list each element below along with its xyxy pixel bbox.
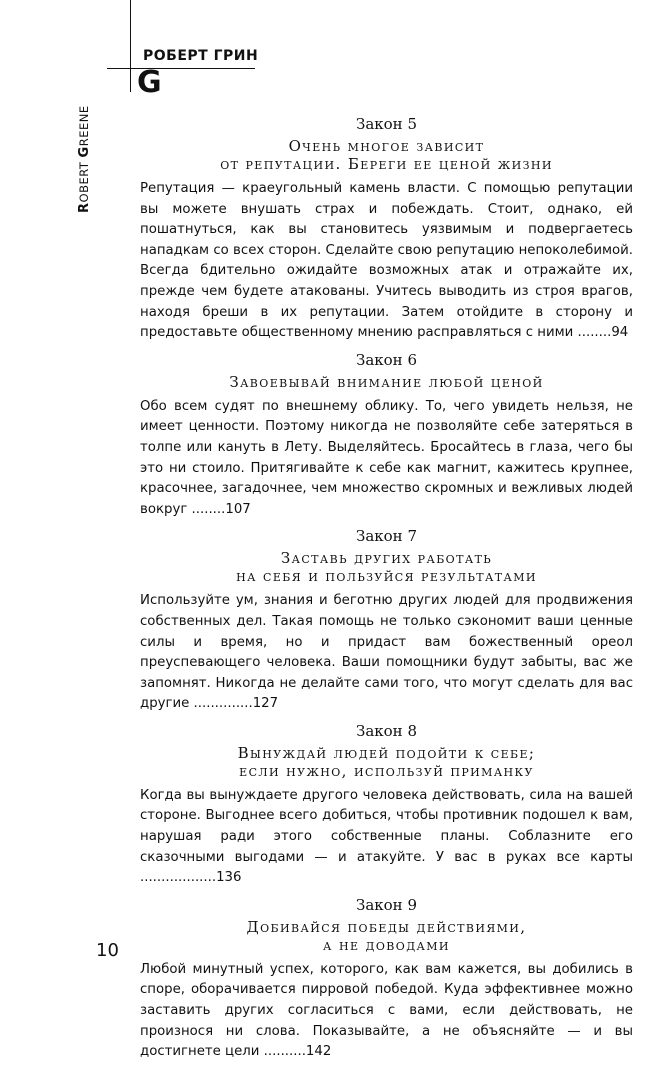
running-head-author: РОБЕРТ ГРИН <box>143 48 259 64</box>
side-text-rest: REENE <box>77 105 91 147</box>
law-title-line2: если нужно, используй приманку <box>239 761 534 780</box>
law-title-line1: Вынуждай людей подойти к себе; <box>237 743 536 762</box>
law-entry-8 <box>140 721 633 889</box>
logo-letter: G <box>137 65 162 100</box>
law-entry-9 <box>140 895 633 1063</box>
law-page-ref: ........94 <box>577 325 629 341</box>
law-title <box>140 918 633 954</box>
law-number: Закон 5 <box>355 115 417 133</box>
law-title-line2: от репутации. Береги ее ценой жизни <box>220 155 553 173</box>
law-page-ref: ........107 <box>191 501 251 517</box>
law-description <box>140 397 633 521</box>
law-title-line2: на себя и пользуйся результатами <box>236 567 537 586</box>
law-title-line1: Очень многое зависит <box>288 137 485 155</box>
law-title-line1: Завоевывай внимание любой ценой <box>229 372 544 391</box>
page-number: 10 <box>96 940 119 961</box>
law-description-text: Используйте ум, знания и беготню других людей для продвижения собственных дел. Такая помощь не только сэкономит ваши ценные силы и время, но и придаст вам божественный ореол преуспевающего человека. Ваши помощники будут забыты, вас же запомнят. Никогда не делайте сами того, что могут сделать для вас другие <box>140 593 633 712</box>
side-initial-r: R <box>77 202 92 213</box>
law-description <box>140 786 633 889</box>
law-number: Закон 7 <box>355 527 417 546</box>
law-number: Закон 6 <box>355 350 417 369</box>
law-title <box>140 137 633 173</box>
side-author-vertical <box>77 105 92 213</box>
law-title-line2: а не доводами <box>323 935 450 954</box>
header-vertical-rule <box>130 0 131 92</box>
law-page-ref: ..................136 <box>140 870 242 886</box>
law-title-line1: Заставь других работать <box>280 549 493 568</box>
law-page-ref: ..........142 <box>263 1044 332 1060</box>
law-description-text: Обо всем судят по внешнему облику. То, чего увидеть нельзя, не имеет ценности. Поэтому никогда не позволяйте себе затеряться в толпе или кануть в Лету. Выделяйтесь. Бросайтесь в глаза, чего бы это ни стоило. Притягивайте к себе как магнит, кажитесь крупнее, красочнее, загадочнее, чем множество скромных и вежливых людей вокруг <box>140 398 633 517</box>
law-entry-5 <box>140 114 633 344</box>
law-page-ref: ..............127 <box>193 696 279 712</box>
law-title <box>140 549 633 585</box>
law-description <box>140 591 633 715</box>
law-description-text: Любой минутный успех, которого, как вам кажется, вы добились в споре, оборачивается пирровой победой. Куда эффективнее можно заставить других согласиться с вами, если действовать, не произнося ни слова. Показывайте, а не объясняйте — и вы достигнете цели <box>140 961 633 1060</box>
law-description-text: Репутация — краеугольный камень власти. С помощью репутации вы можете внушать страх и побеждать. Стоит, однако, ей пошатнуться, как вы становитесь уязвимым и подвергаетесь нападкам со всех сторон. Сделайте свою репутацию непоколебимой. Всегда бдительно ожидайте возможных атак и отражайте их, прежде чем будете атакованы. Учитесь выводить из строя врагов, находя бреши в их репутации. Затем отойдите в сторону и предоставьте общественному мнению расправляться с ними <box>140 181 633 341</box>
side-initial-g: G <box>77 146 92 158</box>
law-number: Закон 8 <box>355 721 417 740</box>
law-title <box>140 373 633 391</box>
law-title <box>140 744 633 780</box>
header-horizontal-rule <box>107 68 255 69</box>
law-description-text: Когда вы вынуждаете другого человека действовать, сила на вашей стороне. Выгоднее всего добиться, чтобы противник подошел к вам, нарушая ради этого собственные планы. Соблазните его сказочными выгодами — и атакуйте. У вас в руках все карты <box>140 787 633 865</box>
laws-list <box>140 114 633 1069</box>
law-number: Закон 9 <box>355 895 417 914</box>
law-title-line1: Добивайся победы действиями, <box>246 917 527 936</box>
law-entry-6 <box>140 350 633 521</box>
side-text-first: OBERT <box>77 157 91 203</box>
law-description <box>140 960 633 1063</box>
law-entry-7 <box>140 526 633 715</box>
law-description <box>140 179 633 344</box>
